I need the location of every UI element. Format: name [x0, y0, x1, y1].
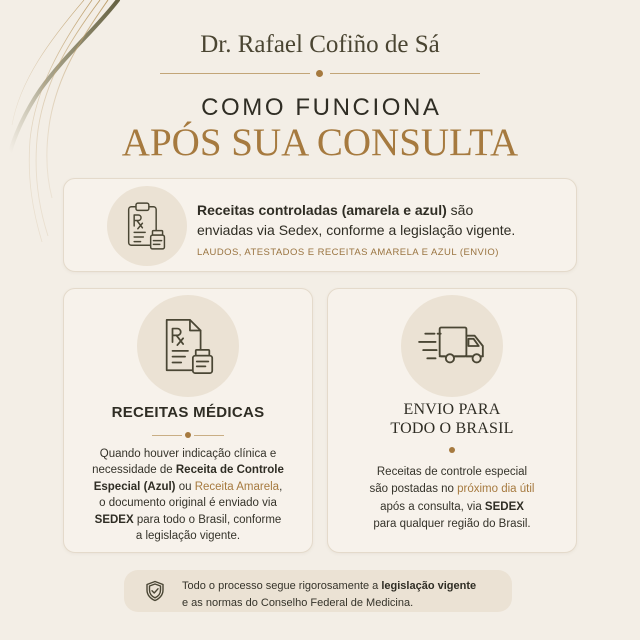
compliance-line-1	[182, 578, 476, 595]
compliance-text-part: Todo o processo segue rigorosamente a	[182, 580, 382, 592]
header-divider	[160, 69, 480, 77]
body-emphasis: SEDEX	[484, 500, 524, 513]
body-emphasis: SEDEX	[94, 513, 134, 526]
prescriptions-card	[63, 288, 313, 553]
shipping-title	[328, 400, 576, 438]
prescriptions-divider	[152, 432, 224, 438]
body-line	[64, 512, 312, 528]
body-text: após a consulta, via	[380, 500, 485, 513]
body-line	[64, 528, 312, 544]
prescriptions-title: RECEITAS MÉDICAS	[111, 404, 265, 421]
prescription-document-icon	[157, 315, 219, 377]
prescription-clipboard-icon	[125, 200, 169, 252]
compliance-line-2: e as normas do Conselho Federal de Medicina.	[182, 597, 414, 609]
body-text: o documento original é enviado via	[99, 497, 277, 510]
divider-line-right	[194, 435, 224, 436]
body-accent: próximo dia útil	[457, 483, 535, 496]
page-kicker: COMO FUNCIONA	[201, 94, 442, 121]
shipping-body	[328, 464, 576, 533]
compliance-emphasis: legislação vigente	[381, 580, 477, 592]
compliance-text	[182, 578, 476, 612]
body-text: para todo o Brasil, conforme	[133, 513, 282, 526]
summary-line-1	[197, 200, 567, 220]
divider-line-left	[152, 435, 182, 436]
body-text: a legislação vigente.	[135, 530, 241, 543]
page-title: APÓS SUA CONSULTA	[121, 121, 519, 164]
body-line	[328, 516, 576, 533]
prescriptions-body	[64, 446, 312, 544]
body-text: necessidade de	[92, 464, 176, 477]
summary-caption: LAUDOS, ATESTADOS E RECEITAS AMARELA E AZUL (ENVIO)	[197, 247, 499, 258]
body-text: Receitas de controle especial	[376, 466, 528, 478]
shield-check-icon	[143, 579, 167, 603]
divider-dot	[316, 70, 323, 77]
body-accent: Receita Amarela	[194, 480, 280, 493]
summary-line-2: enviadas via Sedex, conforme a legislação vigente.	[197, 222, 516, 238]
body-text: ou	[175, 480, 195, 493]
body-line	[64, 495, 312, 511]
body-line	[64, 479, 312, 495]
shipping-card	[327, 288, 577, 553]
summary-text	[197, 200, 567, 259]
divider-line-left	[160, 73, 310, 74]
body-text: Quando houver indicação clínica e	[99, 448, 277, 460]
body-line	[328, 499, 576, 516]
body-line	[64, 446, 312, 462]
body-emphasis: Receita de Controle	[175, 464, 284, 477]
body-text: são postadas no	[369, 483, 458, 496]
shipping-icon-circle	[401, 295, 503, 397]
delivery-truck-icon	[415, 317, 489, 375]
shipping-title-line: ENVIO PARA	[403, 401, 501, 418]
divider-line-right	[330, 73, 480, 74]
shipping-title-line: TODO O BRASIL	[390, 420, 514, 437]
compliance-note	[124, 570, 512, 612]
body-text: ,	[279, 480, 283, 493]
prescriptions-icon-circle	[137, 295, 239, 397]
body-line	[328, 464, 576, 481]
body-line	[64, 462, 312, 478]
doctor-name: Dr. Rafael Cofiño de Sá	[200, 31, 440, 58]
summary-icon-circle	[107, 186, 187, 266]
body-text: para qualquer região do Brasil.	[373, 517, 531, 530]
body-emphasis: Especial (Azul)	[93, 480, 176, 493]
summary-highlight: Receitas controladas (amarela e azul)	[197, 202, 447, 218]
body-line	[328, 481, 576, 498]
shipping-divider-dot	[449, 447, 455, 453]
summary-line-1-rest: são	[446, 202, 474, 218]
divider-dot	[185, 432, 191, 438]
summary-card	[63, 178, 577, 272]
